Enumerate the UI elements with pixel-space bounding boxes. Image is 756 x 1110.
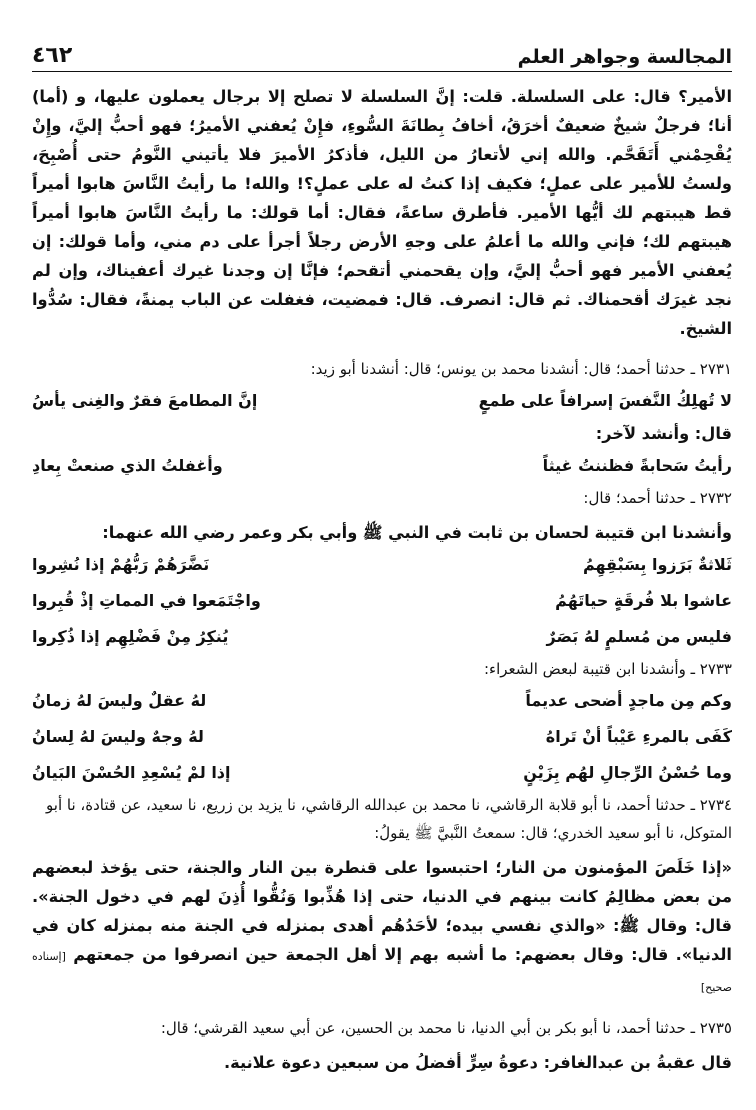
hadith-2733-heading: ٢٧٣٣ ـ وأنشدنا ابن قتيبة لبعض الشعراء:	[484, 660, 732, 678]
hassan-verse-2-second: واجْتَمَعوا في المماتِ إذْ قُبِروا	[32, 591, 261, 610]
running-title: المجالسة وجواهر العلم	[517, 46, 732, 68]
verse-line-2-first-hemistich: رأيتُ سَحابةً فظننتُ غيثاً	[542, 456, 732, 475]
verse-line-1	[32, 383, 732, 419]
hadith-text: «إذا خَلَصَ المؤمنون من النار؛ احتبسوا على قنطرة بين النار والجنة، حتى يؤخذ لبعضهم من بعض مظالِمُ كانت بينهم في الدنيا، حتى إذا هُذِّبوا وَنُقُّوا أُذِنَ لهم في دخول الجنة». قال: وقال ﷺ: «والذي نفسي بيده؛ لأحَدُهُم أهدى بمنزله في الجنة منه بمنزله كان في الدنيا». قال: وقال بعضهم: ما أشبه بهم إلا أهل الجمعة حين انصرفوا من جمعتهم	[32, 858, 732, 964]
shuara-verse-2-second: لهُ وجهٌ وليسَ لهُ لِسانُ	[32, 727, 204, 746]
verse-line-1-second-hemistich: إنَّ المطامعَ فقرٌ والغِنى يأسُ	[32, 391, 258, 410]
shuara-verse-2	[32, 719, 732, 755]
shuara-verse-3-second: إذا لمْ يُسْعِدِ الحُسْنَ البَيانُ	[32, 763, 231, 782]
ibn-qutayba-line: وأنشدنا ابن قتيبة لحسان بن ثابت في النبي ﷺ وأبي بكر وعمر رضي الله عنهما:	[102, 523, 732, 542]
shuara-verse-3	[32, 755, 732, 791]
hadith-2732-heading: ٢٧٣٢ ـ حدثنا أحمد؛ قال:	[583, 489, 732, 507]
uqba-saying: قال عقبةُ بن عبدالغافر: دعوةُ سِرٍّ أفضلُ من سبعين دعوة علانية.	[224, 1053, 732, 1072]
hadith-2731-heading: ٢٧٣١ ـ حدثنا أحمد؛ قال: أنشدنا محمد بن يونس؛ قال: أنشدنا أبو زيد:	[310, 360, 732, 378]
hadith-2734-heading: ٢٧٣٤ ـ حدثنا أحمد، نا أبو قلابة الرقاشي، نا محمد بن عبدالله الرقاشي، نا يزيد بن زريع، نا سعيد، عن قتادة، نا أبو المتوكل، نا أبو سعيد الخدري؛ قال: سمعتُ النَّبيَّ ﷺ يقولُ:	[46, 796, 732, 842]
shuara-verse-1-second: لهُ عقلٌ وليسَ لهُ زمانُ	[32, 691, 207, 710]
verse-line-2	[32, 448, 732, 484]
shuara-verse-2-first: كَفَى بالمرءِ عَيْباً أنْ تَراهُ	[545, 727, 732, 746]
hassan-verse-1	[32, 547, 732, 583]
page-header	[32, 34, 732, 72]
isnad-note: [إسناده صحيح]	[32, 950, 732, 994]
shuara-verse-1-first: وكم مِن ماجدٍ أضحى عديماً	[525, 691, 732, 710]
hassan-verse-1-first: ثَلاثةٌ بَرَزوا بِسَبْقِهِمُ	[582, 555, 732, 574]
hassan-verse-2-first: عاشوا بلا فُرقَةٍ حياتَهُمُ	[555, 591, 732, 610]
qala-akhar-line: قال: وأنشد لآخر:	[595, 424, 732, 443]
verse-line-1-first-hemistich: لا تُهلِكُ النَّفسَ إسرافاً على طمعٍ	[478, 391, 732, 410]
hadith-2734-text	[32, 853, 732, 1002]
hassan-verse-1-second: نَضَّرَهُمْ رَبُّهُمْ إذا نُشِروا	[32, 555, 210, 574]
main-paragraph: الأمير؟ قال: على السلسلة. قلت: إنَّ السلسلة لا تصلح إلا برجال يعملون عليها، و (أما) أنا؛ فرجلٌ شيخٌ ضعيفٌ أخرَقُ، أخافُ بِطانَةَ السُّوءِ، فإِنْ يُعفني الأميرُ؛ فهو أحبُّ إليَّ، وإِنْ يُقْحِمْني أَتَقَحَّم. والله إني لأتعارُ من الليل، فأذكرُ الأميرَ فلا يأتيني النَّومُ حتى أُصْبِحَ، ولستُ للأمير على عملٍ؛ فكيف إذا كنتُ له على عملٍ؟! والله! ما رأيتُ النَّاسَ هابوا أميراً قط هيبتهم لك أيُّها الأمير. فأطرق ساعةً، فقال: أما قولك: ما رأيتُ النَّاسَ هابوا أميراً هيبتهم لك؛ فإني والله ما أعلمُ على وجهِ الأرض رجلاً أجرأ على دم مني، وأما قولك: إن يُعفني الأمير فهو أحبُّ إليَّ، وإن يقحمني أتقحم؛ فإنَّا إن وجدنا غيرك أعفيناك، وإن لم نجد غيرَك أقحمناك. ثم قال: انصرف. قال: فمضيت، فغفلت عن الباب يمنةً، فقال: سُدُّوا الشيخ.	[32, 87, 732, 338]
page-number: ٤٦٢	[32, 43, 73, 68]
hadith-2735-heading: ٢٧٣٥ ـ حدثنا أحمد، نا أبو بكر بن أبي الدنيا، نا محمد بن الحسين، عن أبي سعيد القرشي؛ قال:	[160, 1019, 732, 1037]
hassan-verse-3-second: يُنكِرُ مِنْ فَضْلِهِم إذا ذُكِروا	[32, 627, 229, 646]
verse-line-2-second-hemistich: وأغفلتُ الذي صنعتْ بِعادِ	[32, 456, 223, 475]
shuara-verse-3-first: وما حُسْنُ الرِّجالِ لهُم بِزَيْنٍ	[523, 763, 732, 782]
hassan-verse-2	[32, 583, 732, 619]
shuara-verse-1	[32, 683, 732, 719]
hassan-verse-3-first: فليس من مُسلمٍ لهُ بَصَرٌ	[546, 627, 732, 646]
hassan-verse-3	[32, 619, 732, 655]
document-page	[32, 34, 732, 1077]
